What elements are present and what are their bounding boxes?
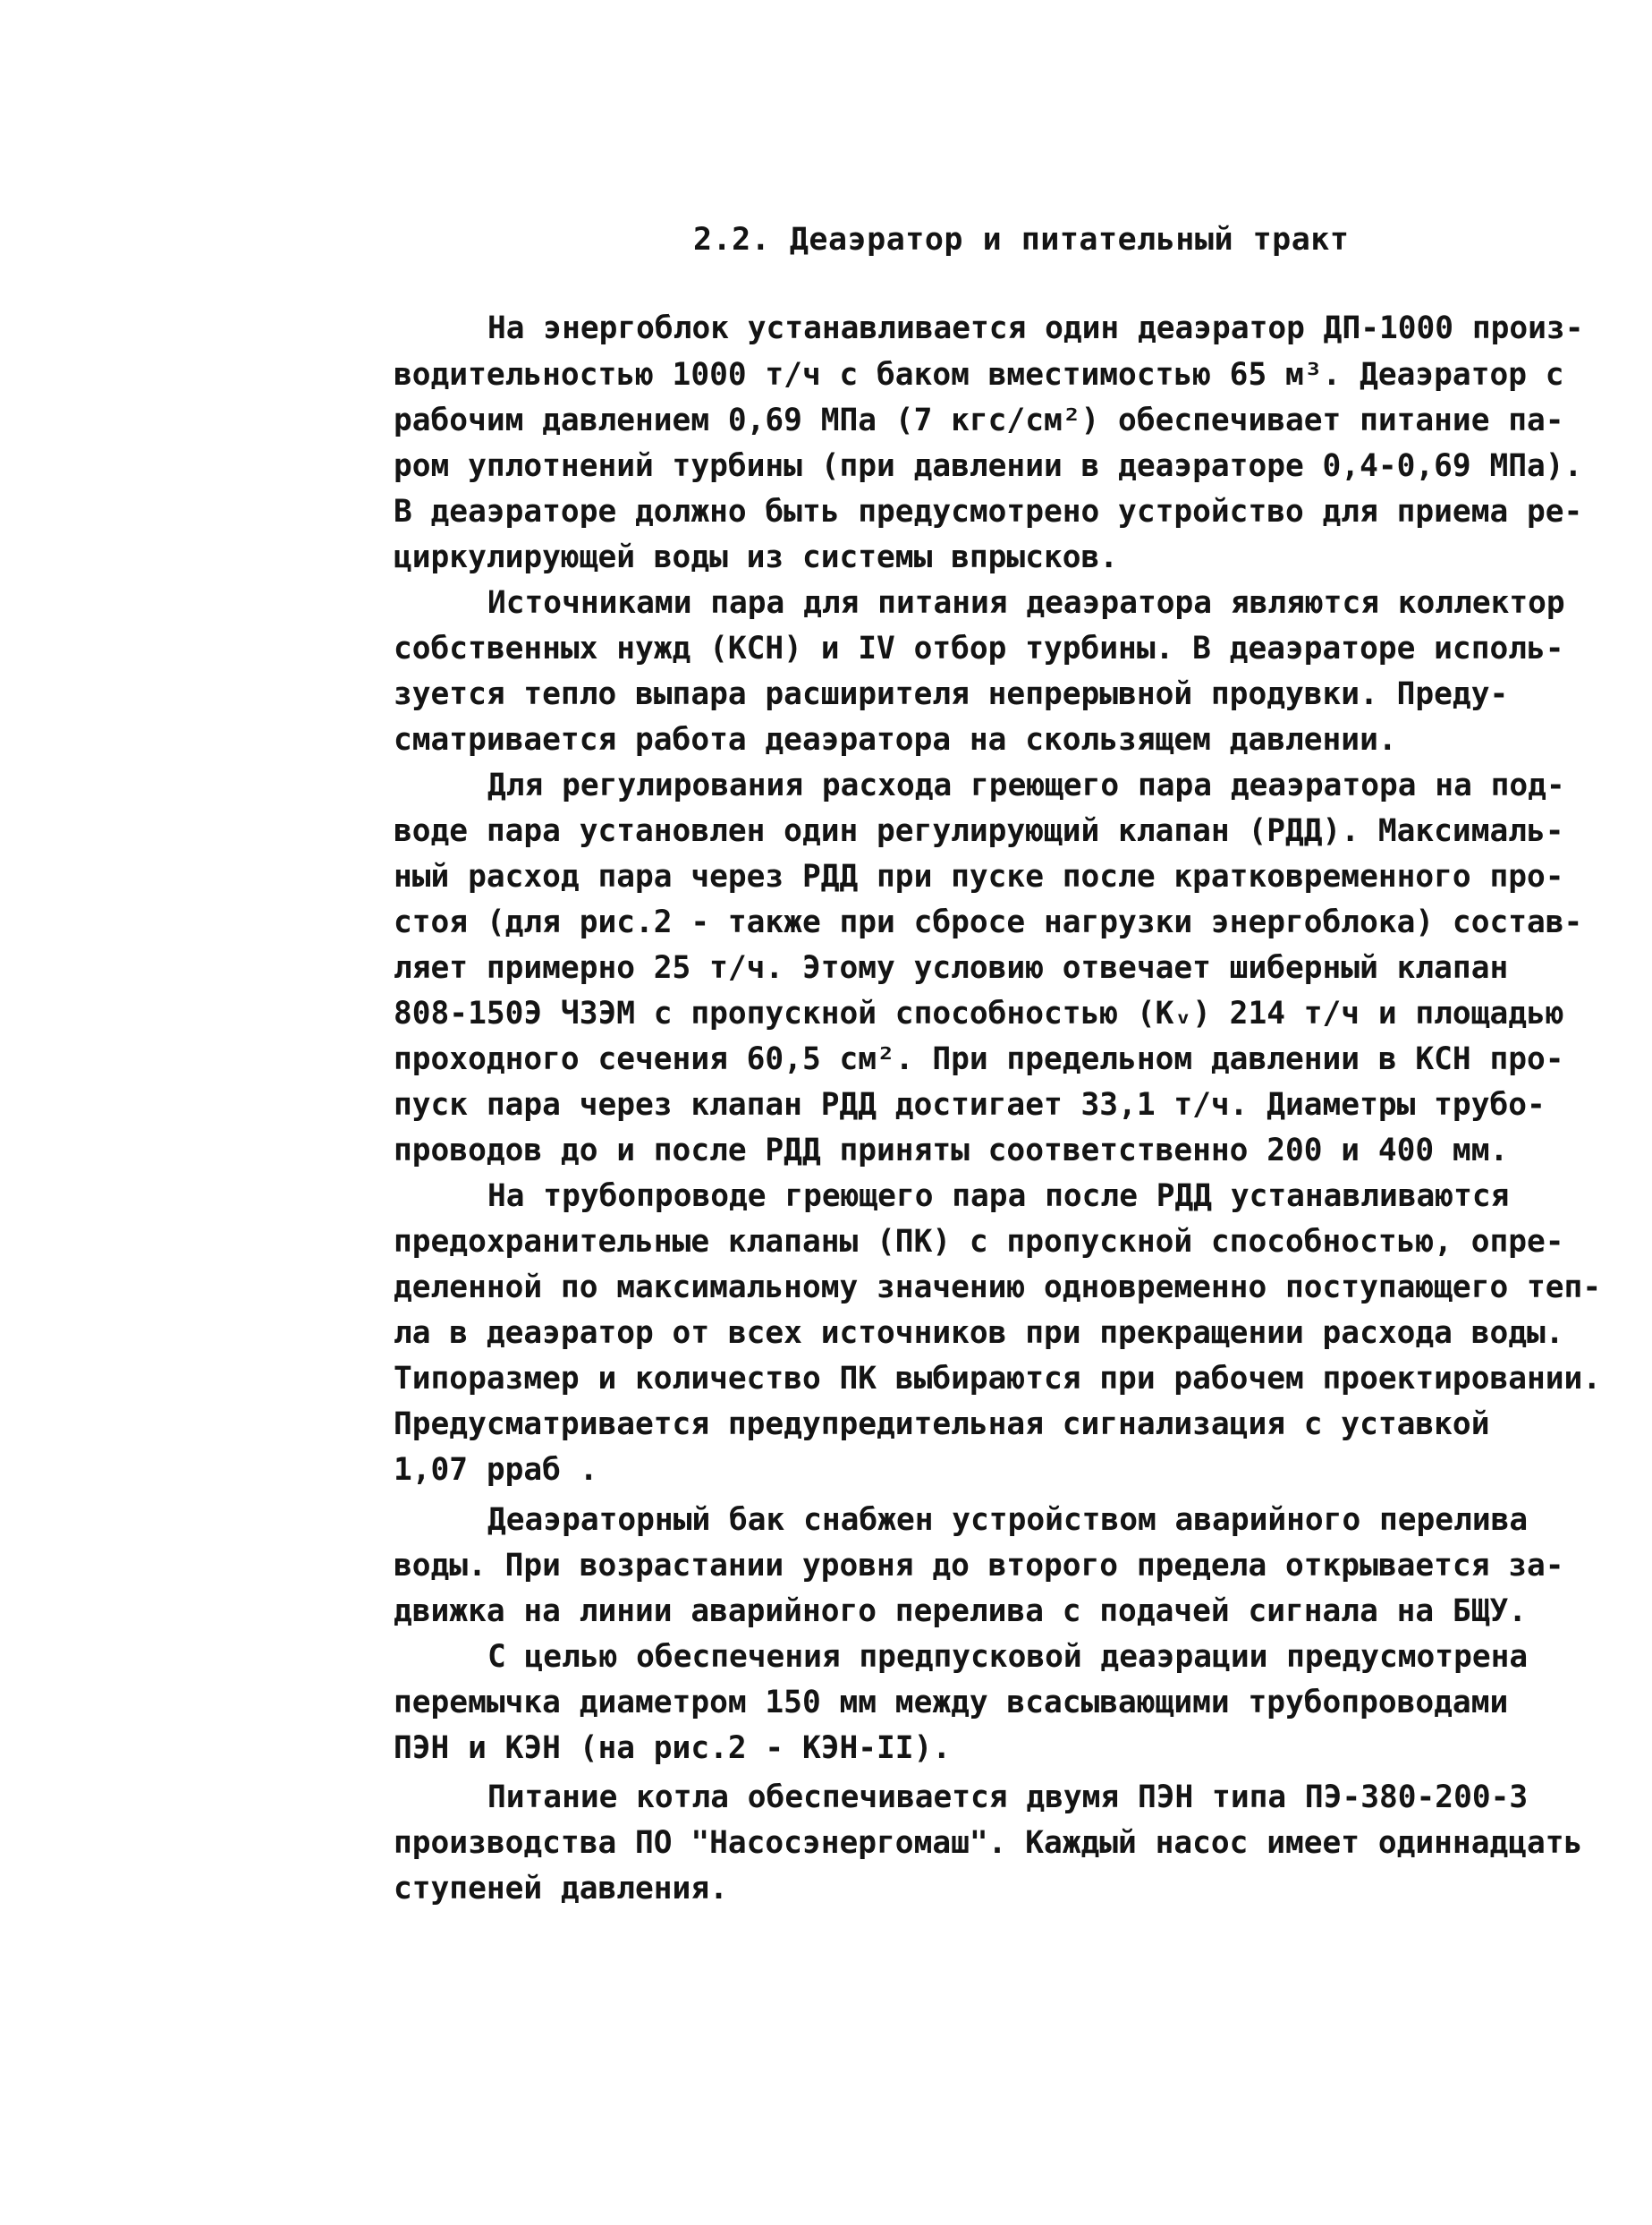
text-line: С целью обеспечения предпусковой деаэрации предусмотрена bbox=[487, 1639, 1529, 1675]
text-line: пуск пара через клапан РДД достигает 33,1 т/ч. Диаметры трубо- bbox=[394, 1087, 1546, 1123]
text-line: Питание котла обеспечивается двумя ПЭН типа ПЭ-380-200-3 bbox=[487, 1779, 1529, 1815]
text-line: движка на линии аварийного перелива с подачей сигнала на БЩУ. bbox=[394, 1593, 1528, 1629]
text-line: ступеней давления. bbox=[394, 1871, 728, 1907]
text-line: воде пара установлен один регулирующий клапан (РДД). Максималь- bbox=[394, 813, 1564, 849]
text-line: циркулирующей воды из системы впрысков. bbox=[394, 539, 1119, 575]
text-line: ром уплотнений турбины (при давлении в деаэраторе 0,4-0,69 МПа). bbox=[394, 448, 1583, 484]
text-line: рабочим давлением 0,69 МПа (7 кгс/см²) обеспечивает питание па- bbox=[394, 403, 1564, 438]
text-line: деленной по максимальному значению одновременно поступающего теп- bbox=[394, 1270, 1602, 1305]
text-line: воды. При возрастании уровня до второго предела открывается за- bbox=[394, 1548, 1564, 1584]
text-line: Для регулирования расхода греющего пара деаэратора на под- bbox=[487, 768, 1565, 803]
text-line: Типоразмер и количество ПК выбираются при рабочем проектировании. bbox=[394, 1361, 1602, 1397]
text-line: ла в деаэратор от всех источников при прекращении расхода воды. bbox=[394, 1315, 1564, 1351]
section-heading: 2.2. Деаэратор и питательный тракт bbox=[693, 222, 1350, 258]
text-line: собственных нужд (КСН) и IV отбор турбины. В деаэраторе исполь- bbox=[394, 631, 1564, 667]
text-line: Источниками пара для питания деаэратора являются коллектор bbox=[487, 585, 1565, 621]
text-line: На энергоблок устанавливается один деаэратор ДП-1000 произ- bbox=[487, 310, 1584, 346]
text-line: ляет примерно 25 т/ч. Этому условию отвечает шиберный клапан bbox=[394, 950, 1509, 986]
text-line: Предусматривается предупредительная сигнализация с уставкой bbox=[394, 1406, 1490, 1442]
text-line: сматривается работа деаэратора на скользящем давлении. bbox=[394, 722, 1397, 758]
text-line: 808-150Э ЧЗЭМ с пропускной способностью (Kᵥ) 214 т/ч и площадью bbox=[394, 996, 1564, 1032]
text-line: проводов до и после РДД приняты соответственно 200 и 400 мм. bbox=[394, 1133, 1509, 1168]
text-line: 1,07 pраб . bbox=[394, 1452, 598, 1488]
text-line: производства ПО "Насосэнергомаш". Каждый насос имеет одиннадцать bbox=[394, 1825, 1583, 1861]
text-line: ПЭН и КЭН (на рис.2 - КЭН-II). bbox=[394, 1730, 952, 1766]
text-line: зуется тепло выпара расширителя непрерывной продувки. Преду- bbox=[394, 676, 1509, 712]
text-line: предохранительные клапаны (ПК) с пропускной способностью, опре- bbox=[394, 1224, 1564, 1260]
text-line: На трубопроводе греющего пара после РДД устанавливаются bbox=[487, 1178, 1510, 1214]
text-line: стоя (для рис.2 - также при сбросе нагрузки энергоблока) состав- bbox=[394, 904, 1583, 940]
text-line: В деаэраторе должно быть предусмотрено устройство для приема ре- bbox=[394, 494, 1583, 530]
text-line: водительностью 1000 т/ч с баком вместимостью 65 м³. Деаэратор с bbox=[394, 357, 1564, 393]
text-line: Деаэраторный бак снабжен устройством аварийного перелива bbox=[487, 1502, 1529, 1538]
text-line: перемычка диаметром 150 мм между всасывающими трубопроводами bbox=[394, 1685, 1509, 1720]
text-line: проходного сечения 60,5 см². При предельном давлении в КСН про- bbox=[394, 1041, 1564, 1077]
text-line: ный расход пара через РДД при пуске после кратковременного про- bbox=[394, 859, 1564, 895]
